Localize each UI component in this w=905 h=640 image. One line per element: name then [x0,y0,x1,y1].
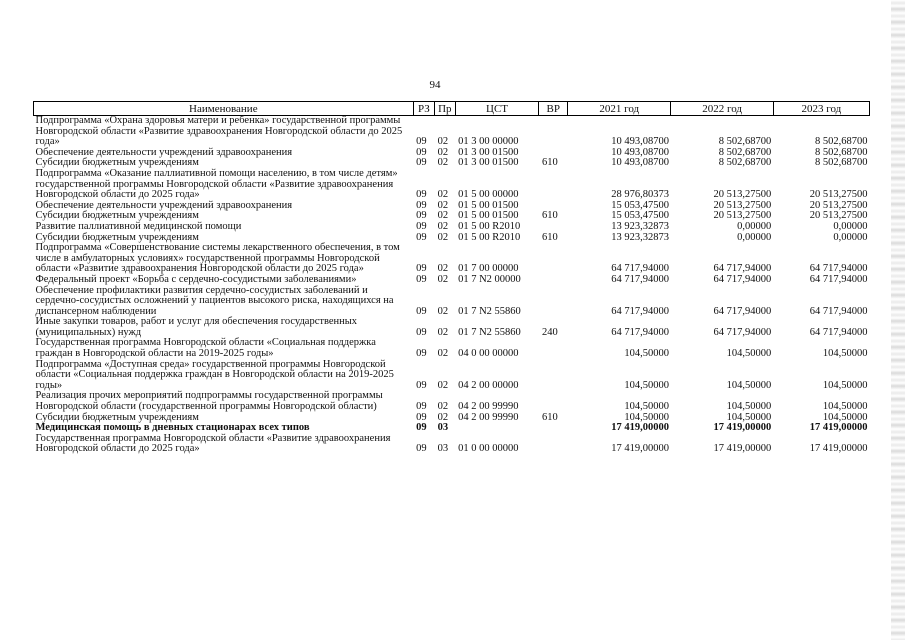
row-cst: 01 7 N2 00000 [458,273,521,285]
row-2022: 64 717,94000 [713,326,772,338]
row-rz: 09 [416,326,427,338]
row-pr: 02 [437,401,449,413]
page-number: 94 [429,79,441,91]
row-2023: 64 717,94000 [809,305,868,317]
row-rz: 09 [416,401,427,413]
row-2022: 8 502,68700 [718,146,772,158]
row-2022: 8 502,68700 [718,157,772,169]
row-2023: 20 513,27500 [809,210,868,222]
header-pr: Пр [435,102,455,116]
row-name: Федеральный проект «Борьба с сердечно-сосудистыми заболеваниями» [35,273,357,285]
row-name: Субсидии бюджетным учреждениям [35,157,199,169]
table-row [34,434,870,455]
row-name: Реализация прочих мероприятий подпрограммы государственной программы Новгородской области (государственной программы Новгородской области) [35,390,383,413]
row-rz: 09 [416,189,427,201]
row-vr: 610 [541,231,558,243]
row-vr [539,169,568,201]
row-cst [455,423,539,434]
row-2021: 64 717,94000 [611,305,669,317]
row-2021: 17 419,00000 [611,422,669,434]
row-2021: 17 419,00000 [611,443,669,455]
row-2023: 64 717,94000 [809,326,868,338]
row-2023: 0,00000 [833,220,868,232]
row-vr [539,434,568,455]
row-rz: 09 [416,231,427,243]
row-2022: 8 502,68700 [718,136,772,148]
row-2021: 15 053,47500 [611,199,669,211]
row-2021: 10 493,08700 [611,136,669,148]
row-name: Обеспечение деятельности учреждений здравоохранения [35,199,293,211]
row-rz: 09 [416,379,427,391]
header-2022: 2022 год [671,102,773,116]
row-rz: 09 [416,199,427,211]
table-row [34,317,870,338]
row-vr: 610 [541,411,558,423]
row-2021: 13 923,32873 [611,220,669,232]
row-2022: 20 513,27500 [713,199,772,211]
row-cst: 01 3 00 00000 [458,136,519,148]
row-2023: 104,50000 [822,348,868,360]
table-row [34,360,870,392]
row-vr: 610 [541,210,558,222]
row-2021: 104,50000 [624,401,669,413]
header-rz: РЗ [413,102,434,116]
row-pr: 02 [437,210,449,222]
row-2021: 104,50000 [624,379,669,391]
row-name: Обеспечение профилактики развития сердечно-сосудистых заболеваний и сердечно-сосудистых осложнений у пациентов высокого риска, находящихся на диспансерном наблюдении [35,284,394,317]
table-row [34,169,870,201]
row-2023: 17 419,00000 [809,422,868,434]
row-2023: 64 717,94000 [809,263,868,275]
table-row [34,243,870,275]
row-2023: 8 502,68700 [815,157,868,169]
row-vr [539,222,568,233]
row-cst: 04 0 00 00000 [458,348,519,360]
row-rz: 09 [416,305,427,317]
row-2021: 104,50000 [624,411,669,423]
row-2021: 15 053,47500 [611,210,669,222]
row-pr: 02 [437,189,449,201]
row-rz: 09 [416,422,427,434]
row-cst: 04 2 00 00000 [458,379,519,391]
budget-table [33,101,870,455]
row-2023: 8 502,68700 [815,146,868,158]
row-2022: 0,00000 [737,231,772,243]
row-vr [539,275,568,286]
row-pr: 02 [437,379,449,391]
row-2021: 104,50000 [624,348,669,360]
row-2022: 20 513,27500 [713,189,772,201]
row-vr [539,286,568,318]
row-rz: 09 [416,220,427,232]
table-row [34,391,870,412]
row-2022: 104,50000 [726,411,772,423]
row-vr [539,243,568,275]
row-pr: 02 [437,305,449,317]
row-2023: 64 717,94000 [809,273,868,285]
table-row [34,275,870,286]
row-2021: 64 717,94000 [611,326,669,338]
header-2023: 2023 год [773,102,869,116]
row-2021: 10 493,08700 [611,157,669,169]
row-pr: 02 [437,231,449,243]
row-2022: 104,50000 [726,401,772,413]
row-2022: 17 419,00000 [713,443,772,455]
row-rz: 09 [416,348,427,360]
row-pr: 02 [437,348,449,360]
row-2023: 104,50000 [822,401,868,413]
row-vr [539,116,568,148]
row-2023: 104,50000 [822,411,868,423]
row-pr: 02 [437,220,449,232]
row-vr [539,360,568,392]
row-name: Подпрограмма «Доступная среда» государственной программы Новгородской области «Социальная поддержка граждан в Новгородской области на 2019-2025 годы» [35,358,394,391]
row-name: Подпрограмма «Совершенствование системы лекарственного обеспечения, в том числе в амбулаторных условиях» государственной программы Новгородской области «Развитие здравоохранения Новгородской области до 2025 года» [35,242,400,275]
row-cst: 01 7 00 00000 [458,263,519,275]
row-pr: 03 [437,443,449,455]
row-cst: 04 2 00 99990 [458,401,519,413]
row-pr: 02 [437,326,449,338]
row-rz: 09 [416,443,427,455]
row-cst: 01 5 00 00000 [458,189,519,201]
row-2022: 17 419,00000 [713,422,772,434]
row-2023: 8 502,68700 [815,136,868,148]
row-name: Субсидии бюджетным учреждениям [35,210,199,222]
header-vr: ВР [539,102,568,116]
row-pr: 02 [437,411,449,423]
row-cst: 01 0 00 00000 [458,443,519,455]
row-name: Иные закупки товаров, работ и услуг для обеспечения государственных (муниципальных) нужд [35,316,358,338]
row-pr: 02 [437,146,449,158]
row-cst: 01 5 00 01500 [458,199,519,211]
table-row [34,116,870,148]
row-vr: 240 [541,326,558,338]
row-vr [539,391,568,412]
row-cst: 01 3 00 01500 [458,146,519,158]
row-rz: 09 [416,210,427,222]
row-pr: 02 [437,136,449,148]
row-cst: 04 2 00 99990 [458,411,519,423]
row-2021: 13 923,32873 [611,231,669,243]
row-cst: 01 3 00 01500 [458,157,519,169]
table-row [34,286,870,318]
row-rz: 09 [416,411,427,423]
row-2022: 64 717,94000 [713,273,772,285]
row-name: Субсидии бюджетным учреждениям [35,411,199,423]
row-2022: 64 717,94000 [713,305,772,317]
row-pr: 02 [437,273,449,285]
row-vr [539,338,568,359]
row-rz: 09 [416,157,427,169]
row-2023: 20 513,27500 [809,199,868,211]
row-cst: 01 7 N2 55860 [458,305,521,317]
row-cst: 01 5 00 R2010 [458,231,521,243]
row-2022: 64 717,94000 [713,263,772,275]
row-name: Субсидии бюджетным учреждениям [35,231,199,243]
row-2022: 0,00000 [737,220,772,232]
table-row [34,222,870,233]
row-name: Подпрограмма «Оказание паллиативной помощи населению, в том числе детям» государственной программы Новгородской области «Развитие здравоохранения Новгородской области до 2025 года» [35,167,398,201]
header-name: Наименование [34,102,414,116]
scan-edge [891,0,905,640]
row-name: Медицинская помощь в дневных стационарах всех типов [35,422,310,434]
row-2023: 104,50000 [822,379,868,391]
row-2021: 10 493,08700 [611,146,669,158]
row-name: Государственная программа Новгородской области «Социальная поддержка граждан в Новгородской области на 2019-2025 годы» [35,337,376,360]
row-2022: 104,50000 [726,379,772,391]
row-2023: 20 513,27500 [809,189,868,201]
row-pr: 02 [437,157,449,169]
header-cst: ЦСТ [455,102,539,116]
row-rz: 09 [416,273,427,285]
table-header-row [34,102,870,116]
row-rz: 09 [416,263,427,275]
row-name: Государственная программа Новгородской области «Развитие здравоохранения Новгородской области до 2025 года» [35,432,391,455]
row-name: Обеспечение деятельности учреждений здравоохранения [35,146,293,158]
row-2023: 17 419,00000 [809,443,868,455]
header-2021: 2021 год [568,102,671,116]
row-cst: 01 7 N2 55860 [458,326,521,338]
row-pr: 02 [437,263,449,275]
row-rz: 09 [416,136,427,148]
row-name: Развитие паллиативной медицинской помощи [35,220,242,232]
row-vr: 610 [541,157,558,169]
row-2021: 64 717,94000 [611,273,669,285]
row-2022: 104,50000 [726,348,772,360]
row-2021: 28 976,80373 [611,189,669,201]
row-pr: 03 [437,422,449,434]
row-name: Подпрограмма «Охрана здоровья матери и ребенка» государственной программы Новгородской области «Развитие здравоохранения Новгородской области до 2025 года» [35,115,403,148]
row-2023: 0,00000 [833,231,868,243]
row-cst: 01 5 00 R2010 [458,220,521,232]
row-vr [539,423,568,434]
table-row [34,338,870,359]
row-2021: 64 717,94000 [611,263,669,275]
row-2022: 20 513,27500 [713,210,772,222]
row-pr: 02 [437,199,449,211]
row-rz: 09 [416,146,427,158]
row-cst: 01 5 00 01500 [458,210,519,222]
